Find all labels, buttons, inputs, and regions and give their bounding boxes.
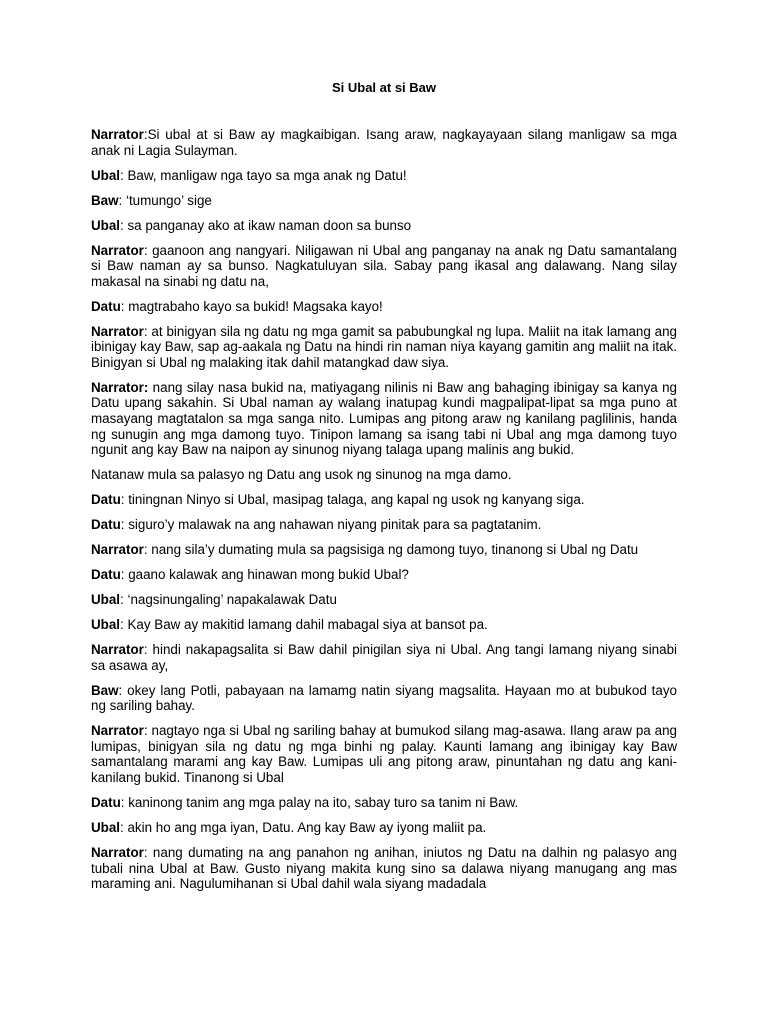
paragraph-text: : gaano kalawak ang hinawan mong bukid Ubal? [120,567,409,583]
speaker-name: Narrator [91,542,144,558]
speaker-name: Narrator [91,127,144,142]
speaker-name: Datu [91,298,121,314]
dialogue-paragraph [91,168,677,184]
paragraph-text: : ‘nagsinungaling’ napakalawak Datu [120,592,337,608]
paragraph-text: Natanaw mula sa palasyo ng Datu ang usok ng sinunog na mga damo. [91,467,512,483]
dialogue-paragraph [91,467,677,483]
dialogue-paragraph [91,218,677,234]
speaker-name: Narrator [91,845,144,860]
speaker-name: Narrator [91,723,144,739]
dialogue-paragraph [91,542,677,558]
speaker-name: Datu [91,795,121,811]
paragraph-text: : gaanoon ang nangyari. Niligawan ni Ubal ang panganay na anak ng Datu samantalang si Baw naman ay sa bunso. Nagkatuluyan sila. Sabay pang ikasal ang dalawang. Nang silay makasal na sinabi ng datu na, [91,242,677,289]
speaker-name: Ubal [91,820,121,836]
paragraph-text: : nang sila’y dumating mula sa pagsisiga ng damong tuyo, tinanong si Ubal ng Datu [143,542,639,558]
dialogue-paragraph [91,723,677,785]
speaker-name: Datu [91,567,121,583]
paragraph-text: : akin ho ang mga iyan, Datu. Ang kay Baw ay iyong maliit pa. [120,820,487,836]
paragraph-text: : Kay Baw ay makitid lamang dahil mabagal siya at bansot pa. [120,617,488,633]
dialogue-paragraph [91,592,677,608]
dialogue-paragraph [91,324,677,371]
dialogue-paragraph [91,567,677,583]
paragraph-text: : Baw, manligaw nga tayo sa mga anak ng Datu! [120,167,407,183]
document-body [91,127,677,901]
speaker-name: Baw [91,682,119,698]
speaker-name: Datu [91,517,121,533]
dialogue-paragraph [91,380,677,458]
dialogue-paragraph [91,193,677,209]
dialogue-paragraph [91,617,677,633]
dialogue-paragraph [91,127,677,158]
dialogue-paragraph [91,492,677,508]
paragraph-text: : kaninong tanim ang mga palay na ito, sabay turo sa tanim ni Baw. [120,795,519,811]
paragraph-text: nang silay nasa bukid na, matiyagang nilinis ni Baw ang bahaging ibinigay sa kanya ng Datu upang sakahin. Si Ubal naman ay walang inatupag kundi magpalipat-lipat sa mga puno at masayang magtatalon sa mga sanga nito. Lumipas ang pitong araw ng kanilang paglilinis, handa ng sunugin ang mga damong tuyo. Tinipon lamang sa isang tabi ni Ubal ang mga damong tuyo ngunit ang kay Baw na naipon ay sinunog niyang talaga upang malinis ang bukid. [91,379,677,458]
speaker-name: Baw [91,192,119,208]
dialogue-paragraph [91,642,677,673]
document-title: Si Ubal at si Baw [331,80,437,95]
paragraph-text: : at binigyan sila ng datu ng mga gamit sa pabubungkal ng lupa. Maliit na itak lamang ang ibinigay kay Baw, sap ag-aakala ng Datu na hindi rin naman niya kayang gamitin ang maliit na itak. Binigyan si Ubal ng malaking itak dahil matangkad daw siya. [91,323,677,370]
paragraph-text: : sa panganay ako at ikaw naman doon sa bunso [120,217,412,233]
dialogue-paragraph [91,845,677,892]
dialogue-paragraph [91,795,677,811]
dialogue-paragraph [91,517,677,533]
dialogue-paragraph [91,820,677,836]
speaker-name: Ubal [91,167,121,183]
paragraph-text: : okey lang Potli, pabayaan na lamamg natin siyang magsalita. Hayaan mo at bubukod tayo ng sariling bahay. [91,682,677,714]
paragraph-text: : nang dumating na ang panahon ng anihan, iniutos ng Datu na dalhin ng palasyo ang tubali nina Ubal at Baw. Gusto niyang makita kung sino sa dalawa niyang manugang ang mas maraming ani. Nagulumihanan si Ubal dahil wala siyang madadala [91,845,677,892]
paragraph-text: : tiningnan Ninyo si Ubal, masipag talaga, ang kapal ng usok ng kanyang siga. [120,492,585,508]
speaker-name: Narrator [91,642,144,658]
paragraph-text: :Si ubal at si Baw ay magkaibigan. Isang araw, nagkayayaan silang manligaw sa mga anak ni Lagia Sulayman. [91,127,677,158]
paragraph-text: : ‘tumungo’ sige [118,192,212,208]
paragraph-text: : magtrabaho kayo sa bukid! Magsaka kayo! [120,298,383,314]
speaker-name: Narrator: [91,379,149,395]
speaker-name: Ubal [91,592,121,608]
speaker-name: Ubal [91,217,121,233]
dialogue-paragraph [91,683,677,714]
dialogue-paragraph [91,299,677,315]
paragraph-text: : nagtayo nga si Ubal ng sariling bahay at bumukod silang mag-asawa. Ilang araw pa ang lumipas, binigyan sila ng datu ng mga binhi ng palay. Kaunti lamang ang ibinigay kay Baw samantalang marami ang kay Baw. Lumipas uli ang pitong araw, pinuntahan ng datu ang kani-kanilang bukid. Tinanong si Ubal [91,723,677,786]
speaker-name: Datu [91,492,121,508]
paragraph-text: : hindi nakapagsalita si Baw dahil pinigilan siya ni Ubal. Ang tangi lamang niyang sinabi sa asawa ay, [91,642,677,673]
paragraph-text: : siguro’y malawak na ang nahawan niyang pinitak para sa pagtatanim. [120,517,542,533]
speaker-name: Ubal [91,617,121,633]
speaker-name: Narrator [91,323,144,339]
speaker-name: Narrator [91,242,144,258]
dialogue-paragraph [91,243,677,290]
